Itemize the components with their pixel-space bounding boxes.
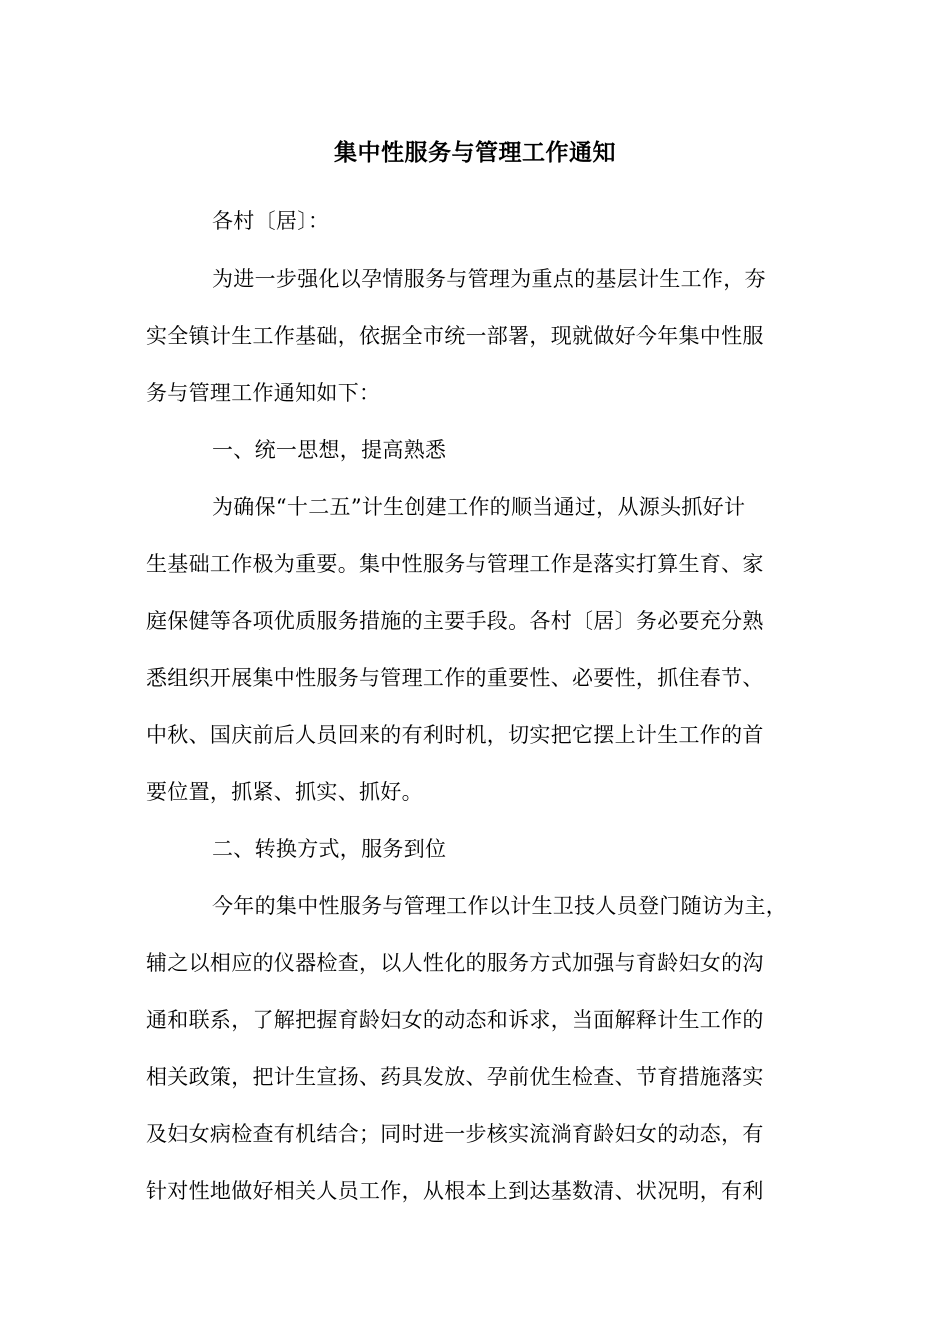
- section-heading: 二、转换方式，服务到位: [212, 837, 447, 861]
- paragraph-line: 今年的集中性服务与管理工作以计生卫技人员登门随访为主，: [212, 894, 788, 918]
- paragraph-line: 为确保“十二五”计生创建工作的顺当通过，从源头抓好计: [212, 495, 746, 519]
- paragraph-line: 通和联系，了解把握育龄妇女的动态和诉求，当面解释计生工作的: [146, 1008, 764, 1032]
- salutation: 各村〔居〕：: [212, 209, 330, 233]
- paragraph-line: 辅之以相应的仪器检查，以人性化的服务方式加强与育龄妇女的沟: [146, 951, 764, 975]
- paragraph-line: 悉组织开展集中性服务与管理工作的重要性、必要性，抓住春节、: [146, 666, 764, 690]
- paragraph-line: 针对性地做好相关人员工作，从根本上到达基数清、状况明，有利: [146, 1179, 764, 1203]
- paragraph-line: 为进一步强化以孕情服务与管理为重点的基层计生工作，夯: [212, 267, 766, 291]
- paragraph-line: 相关政策，把计生宣扬、药具发放、孕前优生检查、节育措施落实: [146, 1065, 764, 1089]
- paragraph-line: 实全镇计生工作基础，依据全市统一部署，现就做好今年集中性服: [146, 324, 764, 348]
- paragraph-line: 中秋、国庆前后人员回来的有利时机，切实把它摆上计生工作的首: [146, 723, 764, 747]
- section-heading: 一、统一思想，提高熟悉: [212, 438, 447, 462]
- paragraph-line: 生基础工作极为重要。集中性服务与管理工作是落实打算生育、家: [146, 552, 764, 576]
- document-title: 集中性服务与管理工作通知: [334, 139, 616, 166]
- paragraph-line: 要位置，抓紧、抓实、抓好。: [146, 780, 423, 804]
- paragraph-line: 务与管理工作通知如下：: [146, 381, 381, 405]
- paragraph-line: 庭保健等各项优质服务措施的主要手段。各村〔居〕务必要充分熟: [146, 609, 764, 633]
- paragraph-line: 及妇女病检查有机结合；同时进一步核实流淌育龄妇女的动态，有: [146, 1122, 764, 1146]
